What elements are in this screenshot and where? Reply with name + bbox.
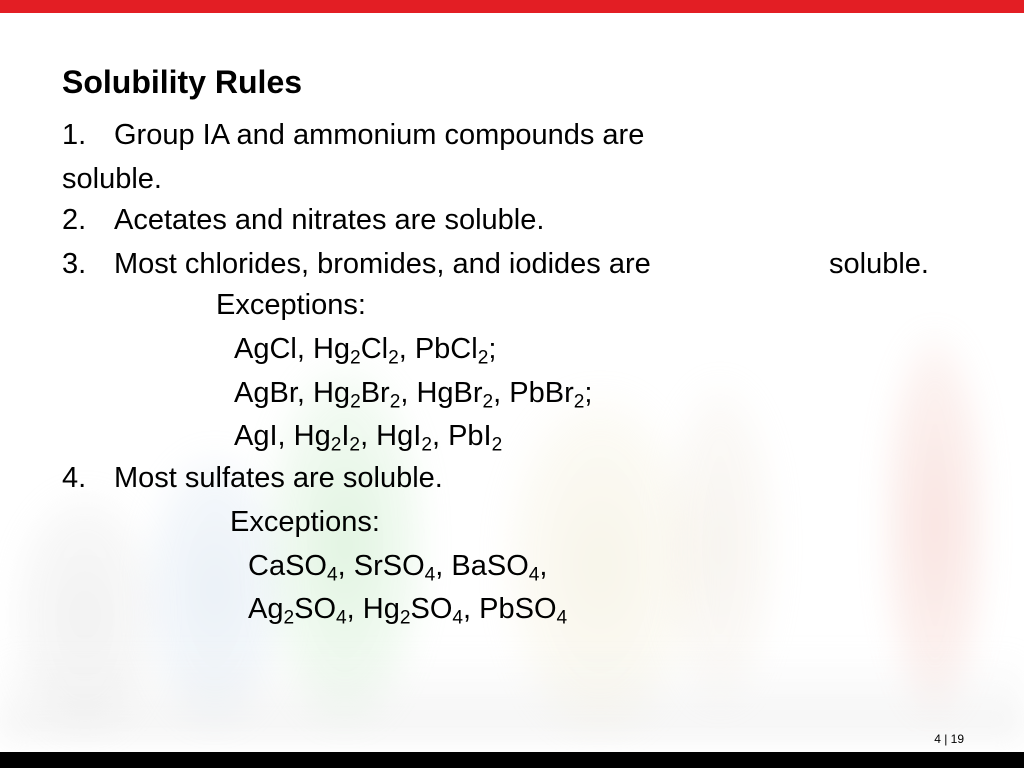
rule-1-text: Group IA and ammonium compounds are xyxy=(114,119,645,151)
rule-2-number: 2. xyxy=(62,204,87,236)
rule-3-exceptions-label: Exceptions: xyxy=(216,289,366,321)
rule-4-exceptions-label: Exceptions: xyxy=(230,506,380,538)
top-accent-bar xyxy=(0,0,1024,13)
rule-4-text: Most sulfates are soluble. xyxy=(114,462,443,494)
rule-3-number: 3. xyxy=(62,248,87,280)
rule-2-text: Acetates and nitrates are soluble. xyxy=(114,204,545,236)
rule-3-exception-chlorides: AgCl, $Hg_2Cl_2$, PbCl$_2$; xyxy=(234,333,497,369)
rule-1-continuation: soluble. xyxy=(62,163,162,195)
rule-3-exception-bromides: AgBr, $Hg_2Br_2$, HgBr$_2$, PbBr$_2$; xyxy=(234,377,593,413)
rule-4-exception-line-2: $Ag_2SO_4$, $Hg_2SO_4$, PbSO$_4$ xyxy=(248,593,568,629)
rule-4-number: 4. xyxy=(62,462,87,494)
rule-1-number: 1. xyxy=(62,119,87,151)
rule-3-trailing: soluble. xyxy=(829,248,929,280)
background-base-glow xyxy=(0,650,1024,740)
page-number: 4 | 19 xyxy=(934,732,964,746)
slide-title: Solubility Rules xyxy=(62,64,303,100)
bottom-bar xyxy=(0,752,1024,768)
rule-3-exception-iodides: AgI, $Hg_2I_2$, HgI$_2$, PbI$_2$ xyxy=(234,420,503,456)
rule-4-exception-line-1: CaSO$_4$, SrSO$_4$, BaSO$_4$, xyxy=(248,550,548,586)
rule-3-text: Most chlorides, bromides, and iodides are xyxy=(114,248,651,280)
